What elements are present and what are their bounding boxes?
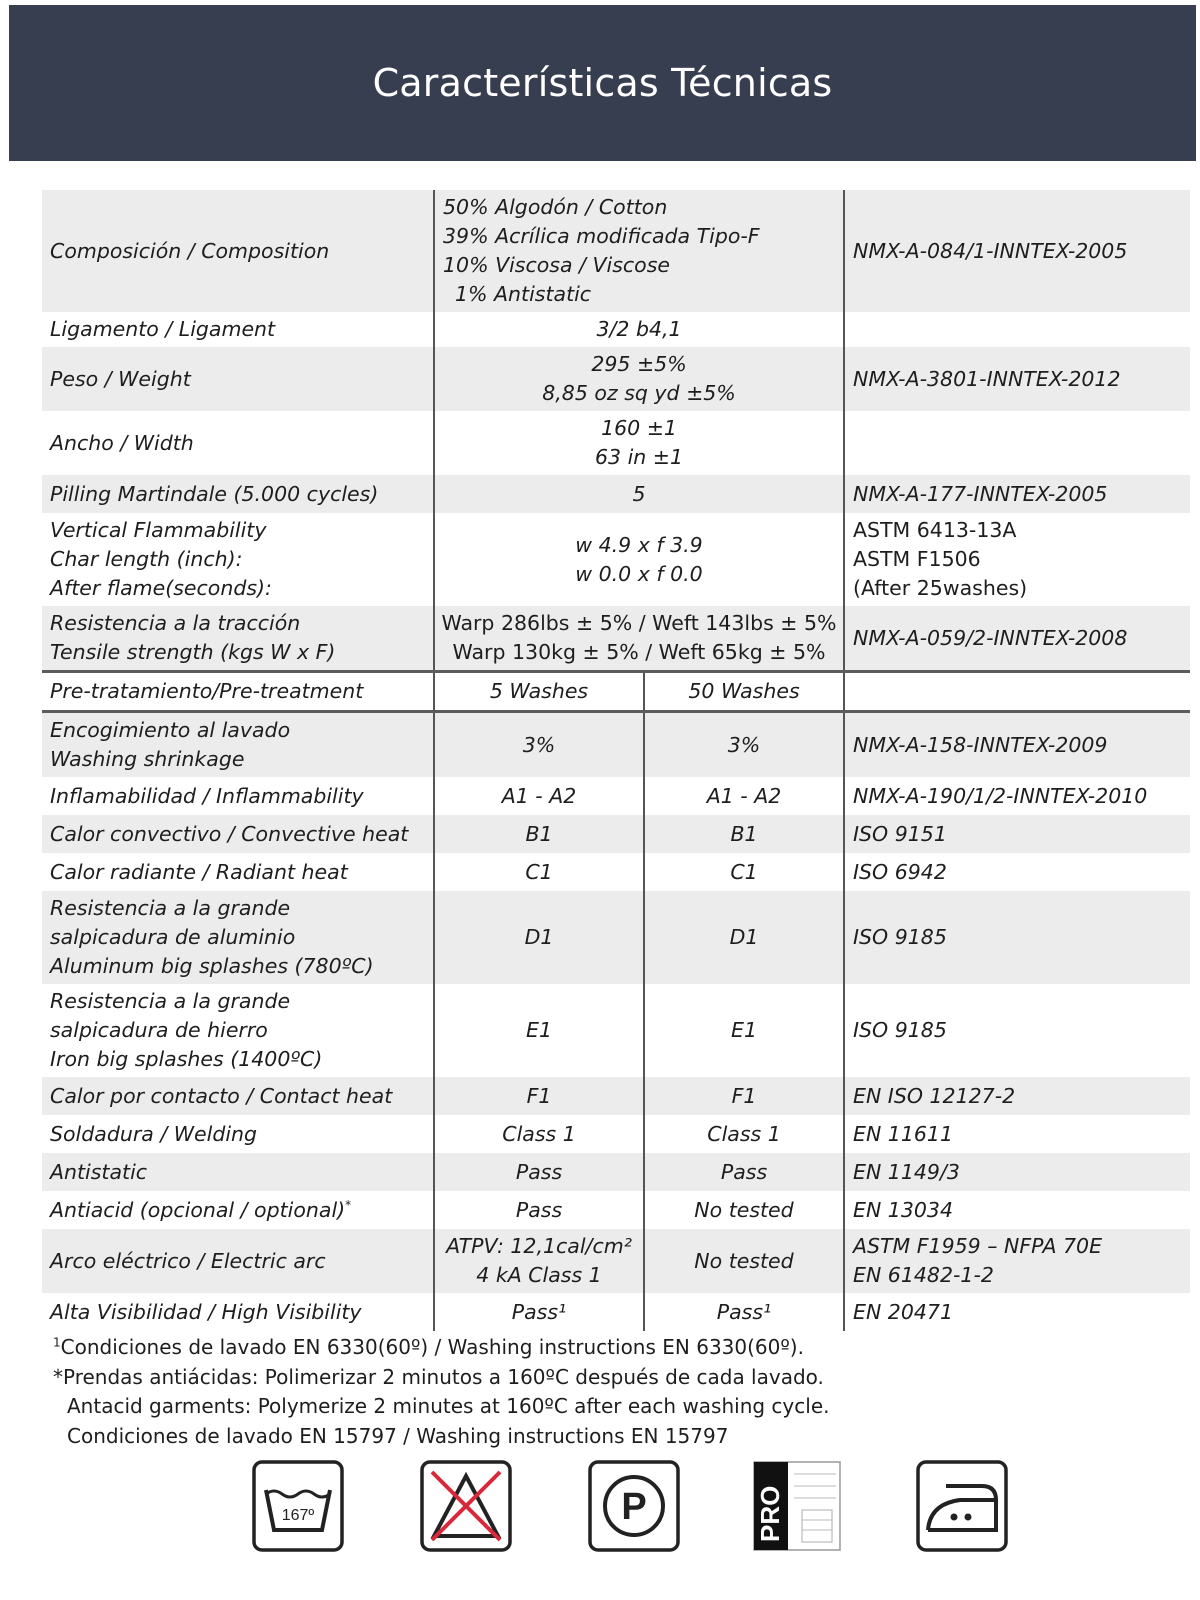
spec-label: Pilling Martindale (5.000 cycles) — [42, 475, 434, 513]
spec-value: 160 ±1 63 in ±1 — [434, 411, 844, 475]
test-label: Resistencia a la grande salpicadura de hierro Iron big splashes (1400ºC) — [42, 984, 434, 1077]
test-standard: EN 20471 — [853, 1299, 954, 1324]
test-value-50-washes: Pass — [644, 1153, 844, 1191]
test-row — [42, 853, 1190, 891]
pretreatment-row — [42, 672, 1190, 712]
test-label: Inflamabilidad / Inflammability — [42, 777, 434, 815]
test-standard: ISO 6942 — [853, 859, 947, 884]
pretreatment-label: Pre-tratamiento/Pre-treatment — [42, 672, 434, 712]
test-label: Calor convectivo / Convective heat — [42, 815, 434, 853]
test-value-5-washes: F1 — [434, 1077, 644, 1115]
test-value-50-washes: No tested — [644, 1229, 844, 1293]
test-row — [42, 1153, 1190, 1191]
pretreatment-col-50-washes: 50 Washes — [644, 672, 844, 712]
test-label: Antiacid (opcional / optional)* — [42, 1191, 434, 1229]
pro-cert-icon — [752, 1460, 844, 1552]
spec-value: w 4.9 x f 3.9 w 0.0 x f 0.0 — [434, 513, 844, 606]
spec-standard: NMX-A-3801-INNTEX-2012 — [844, 347, 1190, 411]
test-label: Soldadura / Welding — [42, 1115, 434, 1153]
pretreatment-standard — [844, 672, 1190, 712]
spec-value: 3/2 b4,1 — [434, 312, 844, 347]
wash-tub-icon — [252, 1460, 344, 1552]
test-row — [42, 1293, 1190, 1331]
spec-standard: NMX-A-177-INNTEX-2005 — [844, 475, 1190, 513]
spec-row — [42, 475, 1190, 513]
test-row — [42, 1077, 1190, 1115]
test-row — [42, 712, 1190, 778]
spec-row — [42, 347, 1190, 411]
test-value-5-washes: Pass — [434, 1153, 644, 1191]
test-standard: ASTM F1959 – NFPA 70E EN 61482-1-2 — [844, 1229, 1190, 1293]
test-standard: ISO 9185 — [844, 891, 1190, 984]
spec-label: Ancho / Width — [42, 411, 434, 475]
spec-standard: NMX-A-084/1-INNTEX-2005 — [844, 190, 1190, 312]
spec-standard: NMX-A-059/2-INNTEX-2008 — [844, 606, 1190, 672]
spec-label: Ligamento / Ligament — [42, 312, 434, 347]
spec-value: Warp 286lbs ± 5% / Weft 143lbs ± 5% Warp 130kg ± 5% / Weft 65kg ± 5% — [434, 606, 844, 672]
test-row — [42, 1229, 1190, 1293]
test-row — [42, 777, 1190, 815]
test-label: Arco eléctrico / Electric arc — [42, 1229, 434, 1293]
test-value-50-washes: No tested — [644, 1191, 844, 1229]
pretreatment-col-5-washes: 5 Washes — [434, 672, 644, 712]
spec-row — [42, 606, 1190, 672]
test-value-5-washes: ATPV: 12,1cal/cm² 4 kA Class 1 — [434, 1229, 644, 1293]
svg-text:167º: 167º — [281, 1507, 315, 1524]
no-bleach-icon — [420, 1460, 512, 1552]
spec-row — [42, 312, 1190, 347]
test-row — [42, 815, 1190, 853]
test-value-5-washes: B1 — [434, 815, 644, 853]
test-standard: ISO 9151 — [844, 815, 1190, 853]
spec-row — [42, 190, 1190, 312]
test-value-5-washes: E1 — [434, 984, 644, 1077]
test-value-50-washes: 3% — [644, 712, 844, 778]
spec-value: 295 ±5% 8,85 oz sq yd ±5% — [434, 347, 844, 411]
test-value-50-washes: F1 — [644, 1077, 844, 1115]
test-value-50-washes: E1 — [644, 984, 844, 1077]
spec-standard: ASTM 6413-13A ASTM F1506 (After 25washes) — [853, 518, 1028, 600]
footnote-1: $^1$Condiciones de lavado EN 6330(60º) / Washing instructions EN 6330(60º). — [53, 1335, 804, 1359]
svg-text:PRO: PRO — [755, 1485, 785, 1542]
spec-label: Peso / Weight — [42, 347, 434, 411]
spec-label: Composición / Composition — [42, 190, 434, 312]
test-standard: EN 11611 — [853, 1121, 954, 1146]
test-value-5-washes: C1 — [434, 853, 644, 891]
dry-clean-p-icon — [588, 1460, 680, 1552]
test-value-5-washes: Pass¹ — [434, 1293, 644, 1331]
test-value-5-washes: Class 1 — [434, 1115, 644, 1153]
svg-text:P: P — [621, 1486, 647, 1528]
test-value-50-washes: Class 1 — [644, 1115, 844, 1153]
test-value-50-washes: C1 — [644, 853, 844, 891]
test-standard: EN ISO 12127-2 — [844, 1077, 1190, 1115]
test-value-50-washes: D1 — [644, 891, 844, 984]
spec-standard — [844, 411, 1190, 475]
test-value-5-washes: A1 - A2 — [434, 777, 644, 815]
footnotes — [53, 1333, 1153, 1451]
footnote-4: Condiciones de lavado EN 15797 / Washing instructions EN 15797 — [67, 1423, 729, 1448]
test-value-5-washes: Pass — [434, 1191, 644, 1229]
spec-label: Resistencia a la tracción Tensile strength (kgs W x F) — [42, 606, 434, 672]
spec-row — [42, 513, 1190, 606]
spec-table — [42, 190, 1190, 1331]
header-bar — [9, 5, 1196, 161]
test-value-5-washes: 3% — [434, 712, 644, 778]
footnote-3: Antacid garments: Polymerize 2 minutes at 160ºC after each washing cycle. — [67, 1394, 830, 1418]
test-label: Alta Visibilidad / High Visibility — [42, 1293, 434, 1331]
spec-row — [42, 411, 1190, 475]
test-standard: NMX-A-158-INNTEX-2009 — [844, 712, 1190, 778]
test-label: Resistencia a la grande salpicadura de aluminio Aluminum big splashes (780ºC) — [42, 891, 434, 984]
test-standard: EN 1149/3 — [844, 1153, 1190, 1191]
care-icons — [0, 1460, 1200, 1560]
test-label: Antistatic — [42, 1153, 434, 1191]
test-standard: NMX-A-190/1/2-INNTEX-2010 — [853, 783, 1148, 808]
page-title: Características Técnicas — [372, 61, 833, 105]
spec-standard — [844, 312, 1190, 347]
test-label: Calor por contacto / Contact heat — [42, 1077, 434, 1115]
test-label: Encogimiento al lavado Washing shrinkage — [42, 712, 434, 778]
test-label: Calor radiante / Radiant heat — [42, 853, 434, 891]
test-row — [42, 984, 1190, 1077]
test-row — [42, 1191, 1190, 1229]
footnote-2: *Prendas antiácidas: Polimerizar 2 minutos a 160ºC después de cada lavado. — [53, 1364, 824, 1389]
test-standard: EN 13034 — [853, 1197, 954, 1222]
spec-value: 50% Algodón / Cotton 39% Acrílica modificada Tipo-F 10% Viscosa / Viscose 1% Antistatic — [434, 190, 844, 312]
test-standard: ISO 9185 — [853, 1018, 947, 1042]
test-value-50-washes: B1 — [644, 815, 844, 853]
iron-icon — [916, 1460, 1008, 1552]
test-value-5-washes: D1 — [434, 891, 644, 984]
test-row — [42, 891, 1190, 984]
spec-label: Vertical Flammability Char length (inch): After flame(seconds): — [42, 513, 434, 606]
spec-value: 5 — [434, 475, 844, 513]
test-value-50-washes: Pass¹ — [644, 1293, 844, 1331]
test-value-50-washes: A1 - A2 — [644, 777, 844, 815]
test-row — [42, 1115, 1190, 1153]
